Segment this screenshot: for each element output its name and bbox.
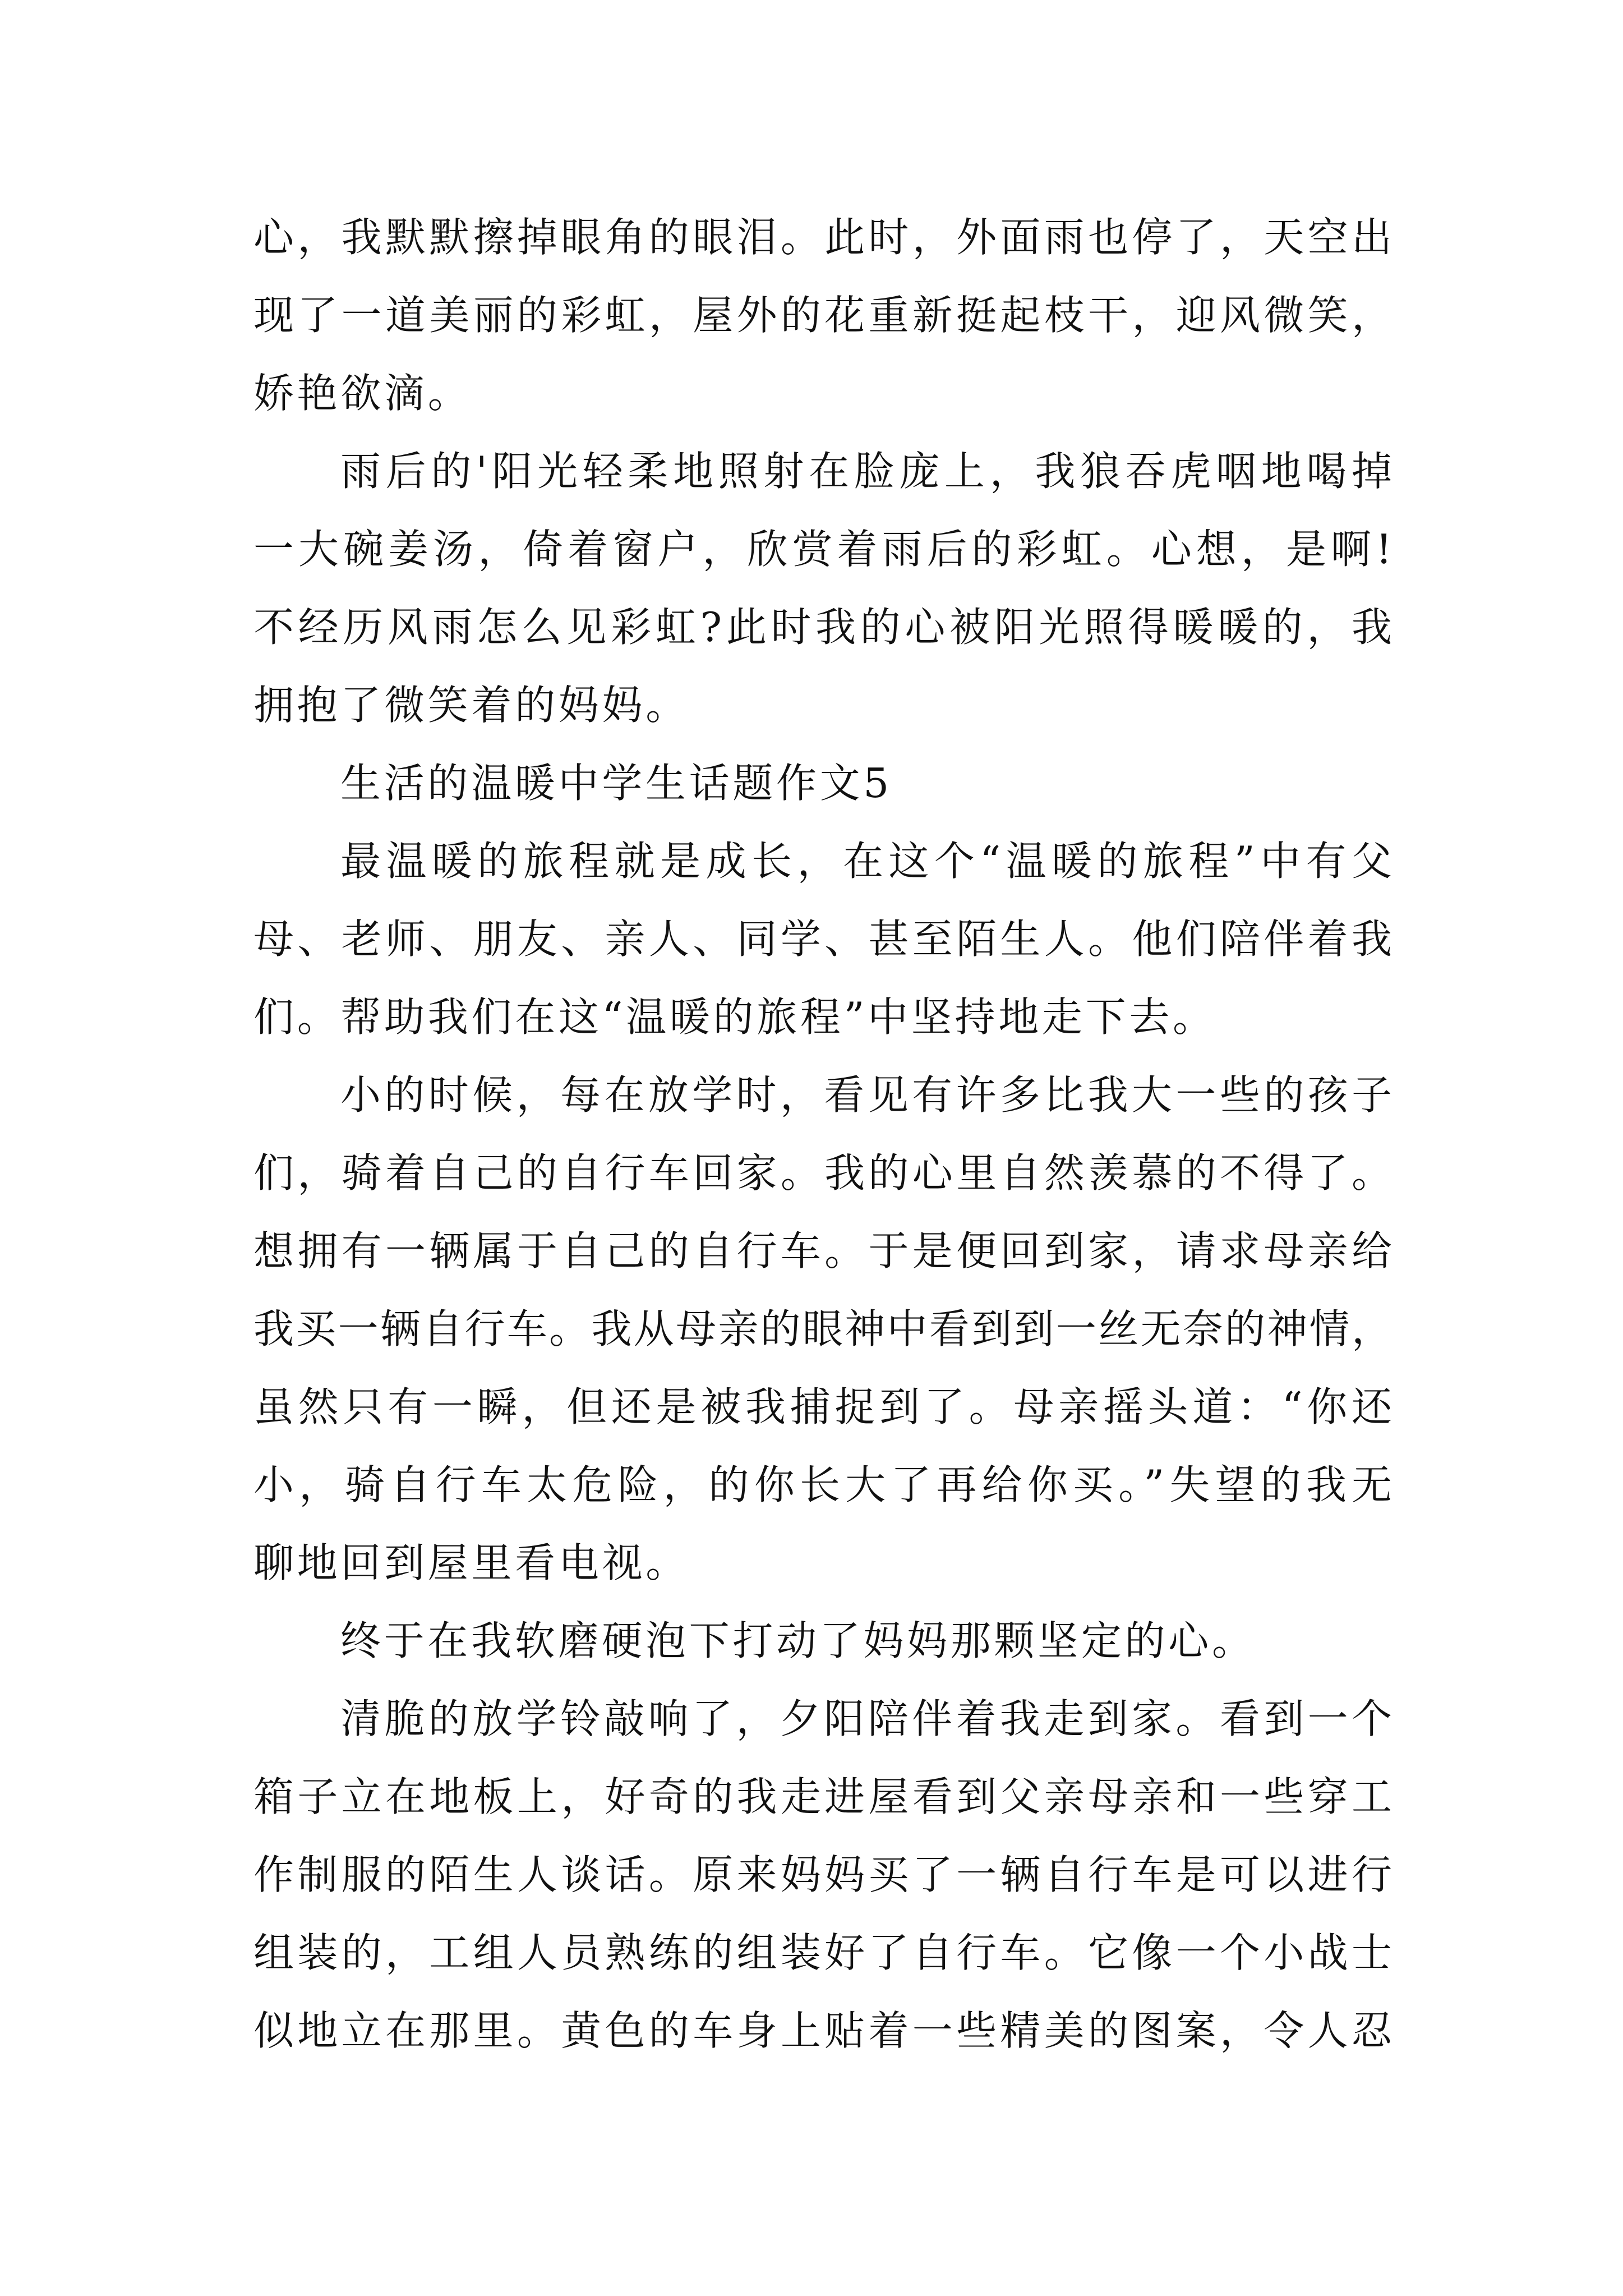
text-line: 们。帮助我们在这“温暖的旅程”中坚持地走下去。 (253, 993, 1216, 1041)
text-line: 雨后的'阳光轻柔地照射在脸庞上，我狼吞虎咽地喝掉 (340, 448, 1392, 495)
paragraph (253, 199, 1392, 432)
text-line: 现了一道美丽的彩虹，屋外的花重新挺起枝干，迎风微笑， (253, 292, 1392, 339)
text-line: 想拥有一辆属于自己的自行车。于是便回到家，请求母亲给 (253, 1227, 1392, 1274)
section-heading: 生活的温暖中学生话题作文5 (340, 760, 892, 807)
section-heading-block (253, 744, 1392, 822)
text-line: 们，骑着自己的自行车回家。我的心里自然羡慕的不得了。 (253, 1149, 1392, 1197)
text-line: 拥抱了微笑着的妈妈。 (253, 682, 690, 729)
paragraph (253, 1602, 1392, 1680)
text-line: 作制服的陌生人谈话。原来妈妈买了一辆自行车是可以进行 (253, 1851, 1392, 1898)
text-line: 母、老师、朋友、亲人、同学、甚至陌生人。他们陪伴着我 (253, 915, 1392, 963)
text-line: 终于在我软磨硬泡下打动了妈妈那颗坚定的心。 (340, 1617, 1256, 1664)
text-body (253, 199, 1392, 2070)
text-line: 不经历风雨怎么见彩虹?此时我的心被阳光照得暖暖的，我 (253, 604, 1392, 651)
paragraph (253, 1056, 1392, 1602)
text-line: 心，我默默擦掉眼角的眼泪。此时，外面雨也停了，天空出 (253, 214, 1392, 261)
text-line: 虽然只有一瞬，但还是被我捕捉到了。母亲摇头道：“你还 (253, 1383, 1392, 1430)
text-line: 箱子立在地板上，好奇的我走进屋看到父亲母亲和一些穿工 (253, 1773, 1392, 1820)
paragraph (253, 822, 1392, 1056)
text-line: 小，骑自行车太危险，的你长大了再给你买。”失望的我无 (253, 1461, 1392, 1508)
text-line: 一大碗姜汤，倚着窗户，欣赏着雨后的彩虹。心想，是啊! (253, 526, 1392, 573)
text-line: 似地立在那里。黄色的车身上贴着一些精美的图案，令人忍 (253, 2007, 1392, 2054)
text-line: 我买一辆自行车。我从母亲的眼神中看到到一丝无奈的神情， (253, 1305, 1392, 1352)
text-line: 组装的，工组人员熟练的组装好了自行车。它像一个小战士 (253, 1929, 1392, 1976)
paragraph (253, 1680, 1392, 2070)
paragraph (253, 432, 1392, 744)
text-line: 娇艳欲滴。 (253, 370, 472, 417)
text-line: 最温暖的旅程就是成长，在这个“温暖的旅程”中有父 (340, 838, 1392, 885)
text-line: 小的时候，每在放学时，看见有许多比我大一些的孩子 (340, 1071, 1392, 1119)
text-line: 清脆的放学铃敲响了，夕阳陪伴着我走到家。看到一个 (340, 1695, 1392, 1742)
text-line: 聊地回到屋里看电视。 (253, 1539, 690, 1586)
